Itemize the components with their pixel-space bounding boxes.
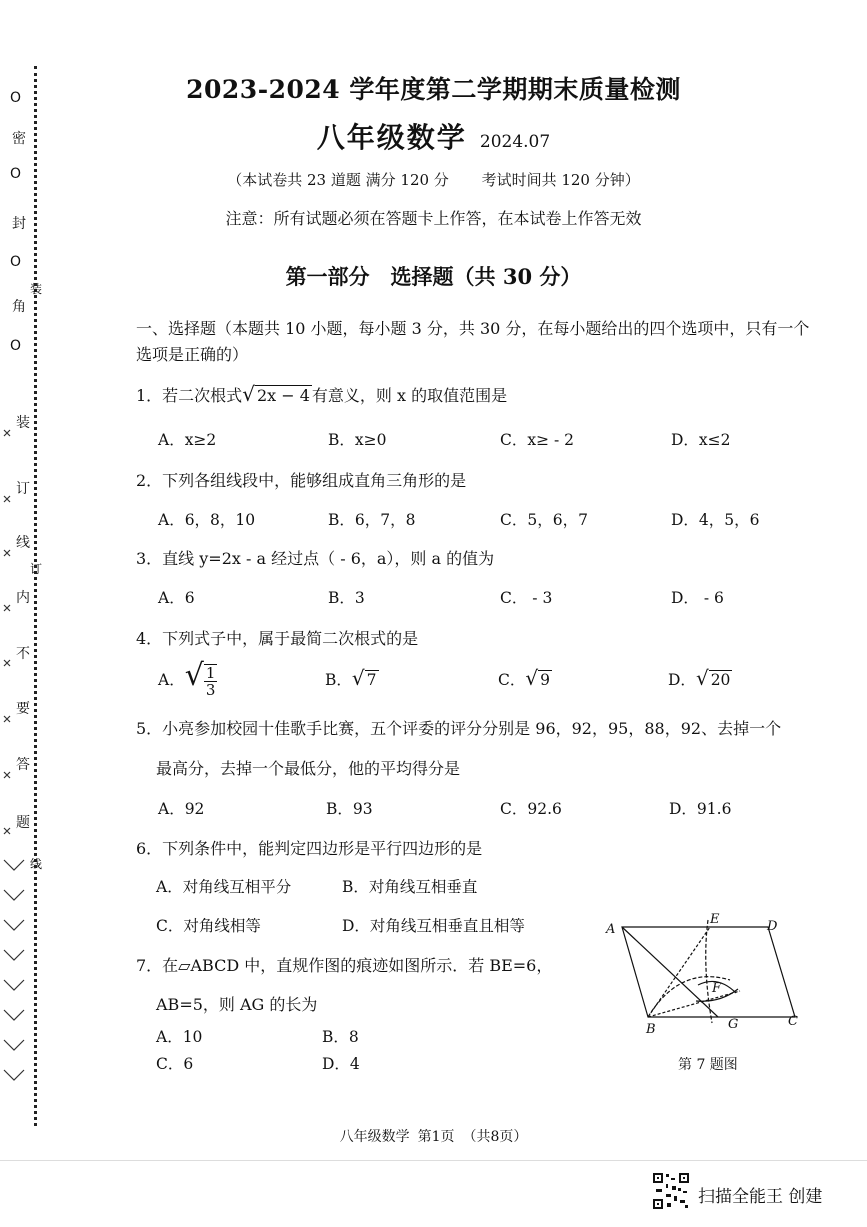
footer-page: 第1页: [417, 1129, 455, 1145]
fraction-numerator: 1: [205, 664, 216, 682]
fraction-denominator: 3: [205, 681, 216, 699]
q2-option-c: C．5，6，7: [500, 511, 588, 529]
parallelogram-abcd: [622, 927, 795, 1017]
radicand: 20: [710, 671, 731, 689]
seal-circle: O: [10, 254, 22, 270]
section-title: 第一部分 选择题（共 30 分）: [285, 264, 582, 289]
q6-option-d: D．对角线互相垂直且相等: [342, 917, 525, 935]
q4-option-d-label: D．: [668, 671, 696, 689]
q7-geometry-figure: [600, 905, 815, 1045]
exam-info: [0, 169, 867, 190]
q7-option-d: D．4: [322, 1055, 360, 1073]
radicand: 7: [366, 671, 377, 689]
question-7-line2: AB=5，则 AG 的长为: [156, 995, 318, 1014]
q5-option-c: C．92.6: [500, 800, 562, 818]
q3-option-b: B．3: [328, 589, 365, 607]
page-footer: [0, 1126, 867, 1146]
side-char-ding: 订: [30, 562, 43, 576]
seal-char-feng: 封: [12, 216, 26, 232]
question-1: [136, 382, 816, 406]
exam-title: 2023-2024 学年度第二学期期末质量检测: [186, 75, 681, 104]
footer-total: （共8页）: [462, 1129, 528, 1145]
exam-subject: 八年级数学: [316, 121, 467, 154]
q5-option-d: D．91.6: [669, 800, 732, 818]
q1-option-c: C．x≥ - 2: [500, 431, 575, 449]
question-6: 6．下列条件中，能判定四边形是平行四边形的是: [136, 839, 483, 858]
arc-e: [706, 920, 712, 1023]
label-e: E: [710, 912, 720, 927]
radicand: 9: [540, 671, 550, 689]
label-b: B: [646, 1022, 656, 1037]
q6-option-a: A．对角线互相平分: [156, 878, 292, 896]
side-char-xian: 线: [30, 857, 43, 871]
footer-subject: 八年级数学: [339, 1129, 410, 1145]
margin-char-7: 答: [16, 757, 30, 773]
footer-divider: [0, 1160, 867, 1161]
label-g: G: [728, 1017, 739, 1032]
seal-char-jiao: 角: [12, 299, 26, 315]
q1-option-a: A．x≥2: [158, 431, 217, 449]
exam-info-right: 考试时间共 120 分钟）: [481, 171, 640, 189]
q3-option-a: A．6: [158, 589, 195, 607]
q4-option-c: C．√ 9: [498, 666, 550, 690]
q3-option-c: C． - 3: [500, 589, 553, 607]
q1-option-b: B．x≥0: [328, 431, 387, 449]
question-1-stem-pre: 1．若二次根式: [136, 386, 243, 405]
label-c: C: [788, 1014, 798, 1029]
q4-option-d: D．√ 20: [668, 666, 731, 690]
label-a: A: [606, 922, 616, 937]
side-char-zhuang: 装: [30, 282, 43, 296]
seal-circle: O: [10, 90, 22, 106]
margin-char-3: 线: [16, 535, 30, 551]
q5-option-b: B．93: [326, 800, 373, 818]
q6-option-b: B．对角线互相垂直: [342, 878, 478, 896]
q7-option-b: B．8: [322, 1028, 359, 1046]
line-ag: [622, 927, 718, 1017]
question-5-line2: 最高分，去掉一个最低分，他的平均得分是: [156, 759, 461, 778]
margin-char-2: 订: [16, 481, 30, 497]
q4-option-c-label: C．: [498, 671, 526, 689]
question-2: 2．下列各组线段中，能够组成直角三角形的是: [136, 471, 467, 490]
margin-char-1: 装: [16, 415, 30, 431]
margin-char-5: 不: [16, 646, 30, 662]
seal-circle: O: [10, 338, 22, 354]
sqrt-fraction: √ $\frac{1}{3}$: [184, 658, 216, 699]
exam-notice: 注意：所有试题必须在答题卡上作答，在本试卷上作答无效: [225, 209, 642, 228]
question-7-line1: 7．在▱ABCD 中，直规作图的痕迹如图所示．若 BE=6，: [136, 956, 553, 975]
sqrt-expression: √ 2x − 4: [242, 382, 310, 406]
scanner-watermark-text: 扫描全能王 创建: [698, 1187, 823, 1207]
exam-info-left: （本试卷共 23 道题 满分 120 分: [227, 171, 449, 189]
question-1-stem-post: 有意义，则 x 的取值范围是: [311, 386, 508, 405]
figure-caption: 第 7 题图: [678, 1057, 738, 1073]
q4-option-b-label: B．: [325, 671, 352, 689]
qr-code-icon: [652, 1172, 690, 1210]
exam-subject-line: [0, 116, 867, 156]
q2-option-d: D．4，5，6: [671, 511, 760, 529]
question-3: 3．直线 y=2x - a 经过点（ - 6，a），则 a 的值为: [136, 549, 495, 568]
radicand: 2x − 4: [256, 386, 310, 405]
exam-date: 2024.07: [479, 132, 551, 152]
label-f: F: [712, 981, 722, 996]
q2-option-b: B．6，7，8: [328, 511, 416, 529]
binding-cross-marks: [0, 400, 34, 1120]
question-5-line1: 5．小亮参加校园十佳歌手比赛，五个评委的评分分别是 96，92，95，88，92、去掉一个: [136, 719, 782, 738]
q6-option-c: C．对角线相等: [156, 917, 261, 935]
margin-char-8: 题: [16, 815, 30, 831]
q2-option-a: A．6，8，10: [158, 511, 256, 529]
label-d: D: [767, 919, 778, 934]
seal-char-mi: 密: [12, 131, 26, 147]
margin-char-4: 内: [16, 590, 30, 606]
line-be: [648, 927, 710, 1017]
q1-option-d: D．x≤2: [671, 431, 731, 449]
margin-char-6: 要: [16, 701, 30, 717]
q7-option-a: A．10: [156, 1028, 203, 1046]
q5-option-a: A．92: [158, 800, 205, 818]
question-4: 4．下列式子中，属于最简二次根式的是: [136, 629, 419, 648]
q4-option-a: [158, 658, 217, 698]
q3-option-d: D． - 6: [671, 589, 724, 607]
q7-option-c: C．6: [156, 1055, 194, 1073]
section-intro: 一、选择题（本题共 10 小题，每小题 3 分，共 30 分，在每小题给出的四个选项中，只有一个选项是正确的）: [136, 319, 810, 364]
q4-option-b: B．√ 7: [325, 666, 377, 690]
q4-option-a-label: A．: [158, 671, 185, 689]
seal-circle: O: [10, 166, 22, 182]
